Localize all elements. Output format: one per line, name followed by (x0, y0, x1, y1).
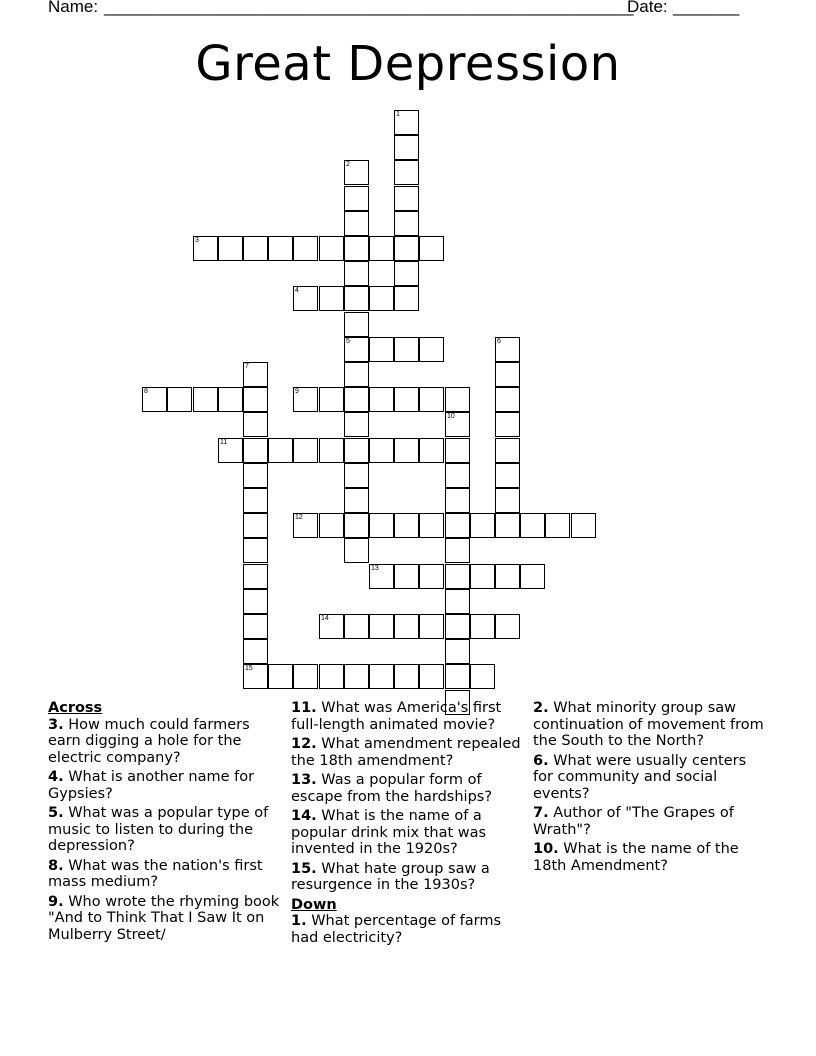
grid-cell[interactable] (344, 463, 369, 488)
cell-number: 11 (220, 439, 228, 446)
grid-cell[interactable] (243, 463, 268, 488)
grid-cell[interactable] (243, 438, 268, 463)
grid-cell[interactable] (495, 488, 520, 513)
grid-cell[interactable] (243, 387, 268, 412)
clue-across-3: 3. How much could farmers earn digging a hole for the electric company? (48, 716, 250, 766)
cell-number: 15 (245, 665, 253, 672)
grid-cell[interactable] (369, 337, 394, 362)
grid-cell[interactable] (445, 513, 470, 538)
grid-cell[interactable] (344, 211, 369, 236)
clue-across-9: 9. Who wrote the rhyming book "And to Think That I Saw It on Mulberry Street/ (48, 893, 280, 943)
grid-cell[interactable] (268, 236, 293, 261)
date-field-line[interactable]: _______ (673, 0, 740, 16)
grid-cell[interactable] (344, 337, 369, 362)
clue-column-1 (48, 700, 284, 946)
clue-column-2 (291, 700, 529, 949)
grid-cell[interactable] (293, 387, 318, 412)
grid-cell[interactable] (470, 614, 495, 639)
clue-across-13: 13. Was a popular form of escape from the hardships? (291, 772, 493, 805)
grid-cell[interactable] (243, 614, 268, 639)
grid-cell[interactable] (495, 362, 520, 387)
grid-cell[interactable] (394, 664, 419, 689)
grid-cell[interactable] (495, 513, 520, 538)
clue-down-10: 10. What is the name of the 18th Amendment? (533, 841, 739, 874)
grid-cell[interactable] (319, 438, 344, 463)
grid-cell[interactable] (394, 261, 419, 286)
name-field-line[interactable]: ________________________________________________________ (104, 0, 634, 16)
grid-cell[interactable] (545, 513, 570, 538)
grid-cell[interactable] (419, 387, 444, 412)
grid-cell[interactable] (445, 412, 470, 437)
clue-down-7: 7. Author of "The Grapes of Wrath"? (533, 805, 734, 838)
cell-number: 5 (346, 338, 350, 345)
grid-cell[interactable] (495, 337, 520, 362)
grid-cell[interactable] (369, 286, 394, 311)
grid-cell[interactable] (394, 236, 419, 261)
grid-cell[interactable] (445, 564, 470, 589)
grid-cell[interactable] (470, 564, 495, 589)
grid-cell[interactable] (369, 614, 394, 639)
cell-number: 6 (497, 338, 501, 345)
cell-number: 14 (321, 615, 329, 622)
grid-cell[interactable] (344, 488, 369, 513)
grid-cell[interactable] (394, 438, 419, 463)
grid-cell[interactable] (293, 286, 318, 311)
grid-cell[interactable] (344, 614, 369, 639)
grid-cell[interactable] (293, 236, 318, 261)
grid-cell[interactable] (394, 186, 419, 211)
grid-cell[interactable] (218, 438, 243, 463)
grid-cell[interactable] (495, 564, 520, 589)
grid-cell[interactable] (369, 236, 394, 261)
grid-cell[interactable] (319, 664, 344, 689)
clue-down-6: 6. What were usually centers for community and social events? (533, 752, 747, 802)
grid-cell[interactable] (167, 387, 192, 412)
grid-cell[interactable] (293, 438, 318, 463)
grid-cell[interactable] (243, 538, 268, 563)
grid-cell[interactable] (495, 412, 520, 437)
grid-cell[interactable] (419, 236, 444, 261)
grid-cell[interactable] (243, 664, 268, 689)
grid-cell[interactable] (419, 664, 444, 689)
grid-cell[interactable] (394, 564, 419, 589)
grid-cell[interactable] (394, 513, 419, 538)
grid-cell[interactable] (394, 110, 419, 135)
grid-cell[interactable] (445, 538, 470, 563)
grid-cell[interactable] (369, 564, 394, 589)
grid-cell[interactable] (344, 664, 369, 689)
name-label: Name: (48, 0, 103, 16)
grid-cell[interactable] (243, 513, 268, 538)
grid-cell[interactable] (293, 664, 318, 689)
grid-cell[interactable] (344, 286, 369, 311)
grid-cell[interactable] (445, 589, 470, 614)
grid-cell[interactable] (243, 362, 268, 387)
grid-cell[interactable] (218, 387, 243, 412)
grid-cell[interactable] (394, 387, 419, 412)
cell-number: 4 (295, 287, 299, 294)
grid-cell[interactable] (344, 438, 369, 463)
cell-number: 9 (295, 388, 299, 395)
grid-cell[interactable] (319, 236, 344, 261)
cell-number: 1 (396, 111, 400, 118)
grid-cell[interactable] (445, 387, 470, 412)
grid-cell[interactable] (419, 564, 444, 589)
clue-across-4: 4. What is another name for Gypsies? (48, 769, 255, 802)
grid-cell[interactable] (319, 387, 344, 412)
cell-number: 12 (295, 514, 303, 521)
clue-column-3 (533, 700, 768, 877)
grid-cell[interactable] (394, 211, 419, 236)
clue-across-15: 15. What hate group saw a resurgence in the 1930s? (291, 860, 490, 893)
grid-cell[interactable] (243, 564, 268, 589)
puzzle-title: Great Depression (195, 36, 621, 92)
grid-cell[interactable] (344, 236, 369, 261)
grid-cell[interactable] (243, 589, 268, 614)
cell-number: 2 (346, 161, 350, 168)
grid-cell[interactable] (394, 286, 419, 311)
clue-across-14: 14. What is the name of a popular drink mix that was invented in the 1920s? (291, 808, 487, 857)
grid-cell[interactable] (344, 387, 369, 412)
grid-cell[interactable] (344, 412, 369, 437)
grid-cell[interactable] (344, 362, 369, 387)
grid-cell[interactable] (369, 387, 394, 412)
grid-cell[interactable] (243, 639, 268, 664)
grid-cell[interactable] (419, 438, 444, 463)
down-heading: Down (291, 896, 337, 913)
clue-down-1: 1. What percentage of farms had electricity? (291, 913, 502, 946)
grid-cell[interactable] (495, 438, 520, 463)
grid-cell[interactable] (445, 639, 470, 664)
grid-cell[interactable] (470, 664, 495, 689)
grid-cell[interactable] (495, 614, 520, 639)
grid-cell[interactable] (319, 614, 344, 639)
cell-number: 13 (371, 565, 379, 572)
clue-across-11: 11. What was America's first full-length animated movie? (291, 700, 502, 733)
grid-cell[interactable] (445, 463, 470, 488)
cell-number: 10 (447, 413, 455, 420)
grid-cell[interactable] (520, 564, 545, 589)
grid-cell[interactable] (243, 236, 268, 261)
date-label: Date: (627, 0, 673, 16)
grid-cell[interactable] (344, 160, 369, 185)
grid-cell[interactable] (419, 337, 444, 362)
grid-cell[interactable] (344, 513, 369, 538)
clue-across-12: 12. What amendment repealed the 18th amendment? (291, 736, 521, 769)
grid-cell[interactable] (344, 312, 369, 337)
grid-cell[interactable] (571, 513, 596, 538)
grid-cell[interactable] (142, 387, 167, 412)
across-heading: Across (48, 700, 103, 716)
grid-cell[interactable] (193, 236, 218, 261)
grid-cell[interactable] (268, 438, 293, 463)
grid-cell[interactable] (218, 236, 243, 261)
grid-cell[interactable] (394, 337, 419, 362)
cell-number: 8 (144, 388, 148, 395)
grid-cell[interactable] (344, 538, 369, 563)
grid-cell[interactable] (193, 387, 218, 412)
grid-cell[interactable] (445, 438, 470, 463)
grid-cell[interactable] (369, 438, 394, 463)
grid-cell[interactable] (520, 513, 545, 538)
grid-cell[interactable] (319, 513, 344, 538)
grid-cell[interactable] (470, 513, 495, 538)
clue-across-8: 8. What was the nation's first mass medium? (48, 857, 263, 890)
grid-cell[interactable] (344, 186, 369, 211)
grid-cell[interactable] (293, 513, 318, 538)
grid-cell[interactable] (268, 664, 293, 689)
grid-cell[interactable] (394, 614, 419, 639)
grid-cell[interactable] (319, 286, 344, 311)
grid-cell[interactable] (445, 488, 470, 513)
cell-number: 7 (245, 363, 249, 370)
grid-cell[interactable] (394, 160, 419, 185)
grid-cell[interactable] (243, 488, 268, 513)
clue-down-2: 2. What minority group saw continuation of movement from the South to the North? (533, 700, 764, 749)
grid-cell[interactable] (495, 463, 520, 488)
grid-cell[interactable] (445, 664, 470, 689)
grid-cell[interactable] (419, 614, 444, 639)
clue-across-5: 5. What was a popular type of music to listen to during the depression? (48, 805, 269, 854)
grid-cell[interactable] (445, 614, 470, 639)
grid-cell[interactable] (344, 261, 369, 286)
grid-cell[interactable] (369, 513, 394, 538)
grid-cell[interactable] (394, 135, 419, 160)
grid-cell[interactable] (243, 412, 268, 437)
grid-cell[interactable] (369, 664, 394, 689)
grid-cell[interactable] (419, 513, 444, 538)
grid-cell[interactable] (495, 387, 520, 412)
cell-number: 3 (195, 237, 199, 244)
